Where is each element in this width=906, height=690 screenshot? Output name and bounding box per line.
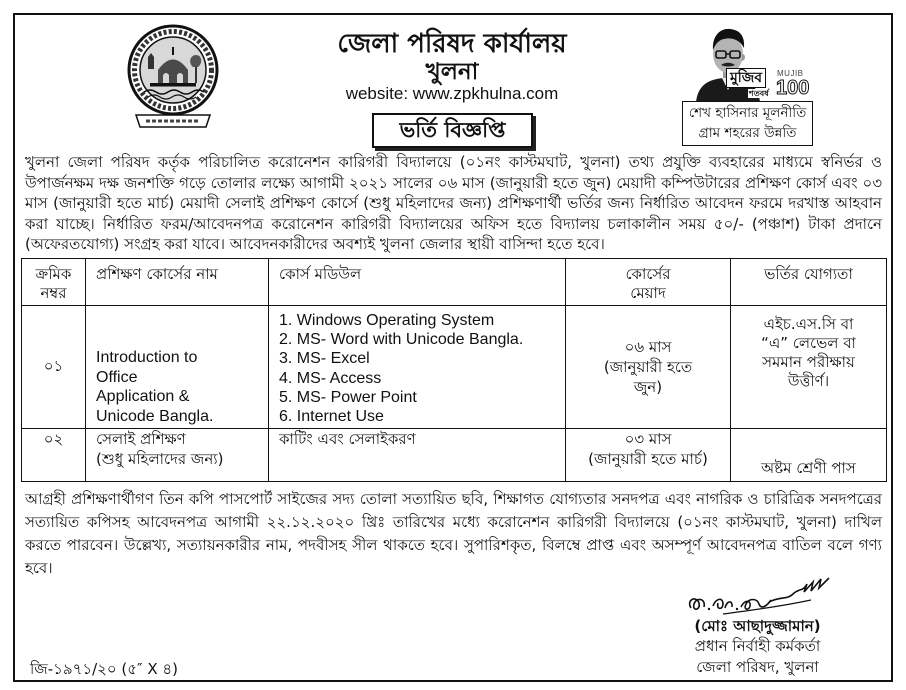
header-line: ক্রমিক xyxy=(35,265,72,283)
course-name-cell xyxy=(86,306,269,429)
eligibility-line: সমমান পরীক্ষায় xyxy=(762,353,855,371)
signature-block xyxy=(675,570,840,680)
header-eligibility xyxy=(731,259,887,306)
module-cell xyxy=(269,429,566,482)
notice-title-box: ভর্তি বিজ্ঞপ্তি xyxy=(372,113,533,148)
header-duration xyxy=(566,259,731,306)
eligibility-line: অষ্টম শ্রেণী পাস xyxy=(761,459,856,477)
reference-code: জি-১৯৭১/২০ (৫″ X ৪) xyxy=(30,660,178,678)
mujib-logo-bangla-sub: শতবর্ষ xyxy=(749,89,769,98)
closing-paragraph: আগ্রহী প্রশিক্ষণার্থীগণ তিন কপি পাসপোর্ট সাইজের সদ্য তোলা সত্যায়িত ছবি, শিক্ষাগত যোগ্যতার সনদপত্র এবং নাগরিক ও চারিত্রিক সনদপত্রের সত্যায়িত কপিসহ আবেদনপত্র আগামী ২২.১২.২০২০ খ্রিঃ তারিখের মধ্যে করোনেশন কারিগরী বিদ্যালয়ে (০১নং কাস্টমঘাট, খুলনা) দাখিল করতে পারবেন। উল্লেখ্য, সত্যায়নকারীর নাম, পদবীসহ সীল থাকতে হবে। সুপারিশকৃত, বিলম্বে প্রাপ্ত এবং অসম্পূর্ণ আবেদনপত্র বাতিল বলে গণ্য হবে। xyxy=(25,490,882,577)
module-item: 1. Windows Operating System xyxy=(279,312,495,329)
table-row xyxy=(22,306,887,429)
course-name-line: Office xyxy=(96,368,138,386)
notice-content xyxy=(21,152,886,580)
module-item: 5. MS- Power Point xyxy=(279,388,417,406)
website-text: website: www.zpkhulna.com xyxy=(345,84,559,103)
eligibility-cell xyxy=(731,429,887,482)
duration-line: (জানুয়ারী হতে মার্চ) xyxy=(588,450,708,468)
header-module xyxy=(269,259,566,306)
table-row xyxy=(22,429,887,482)
table-header-row xyxy=(22,259,887,306)
title-block xyxy=(305,15,599,110)
slogan-box xyxy=(682,101,813,146)
duration-cell xyxy=(566,306,731,429)
slogan-line: শেখ হাসিনার মূলনীতি xyxy=(688,105,807,121)
intro-paragraph: খুলনা জেলা পরিষদ কর্তৃক পরিচালিত করোনেশন কারিগরী বিদ্যালয়ে (০১নং কাস্টমঘাট, খুলনা) তথ্য প্রযুক্তি ব্যবহারের মাধ্যমে স্বনির্ভর ও উপার্জনক্ষম দক্ষ জনশক্তি গড়ে তোলার লক্ষ্যে আগামী ২০২১ সালের ০৬ মাস (জানুয়ারী হতে জুন) মেয়াদী কম্পিউটারের প্রশিক্ষণ কোর্স এবং ০৩ মাস (জানুয়ারী হতে মার্চ) মেয়াদী সেলাই প্রশিক্ষণ কোর্সে (শুধু মহিলাদের জন্য) প্রশিক্ষণার্থী ভর্তির জন্য নির্ধারিত আবেদন ফরমে দরখাস্ত আহবান করা যাচ্ছে। নির্ধারিত ফরম/আবেদনপত্র করোনেশন কারিগরী বিদ্যালয়ের অফিস হতে বিদ্যালয় চলাকালীন সময় ৫০/- (পঞ্চাশ) টাকা প্রদানে (অফেরতযোগ্য) সংগ্রহ করা যাবে। আবেদনকারীদের অবশ্যই খুলনা জেলার স্থায়ী বাসিন্দা হতে হবে। xyxy=(25,153,882,254)
serial-cell: ০২ xyxy=(22,429,86,482)
eligibility-cell xyxy=(731,306,887,429)
district-name: খুলনা xyxy=(425,59,479,85)
header-line: ভর্তির যোগ্যতা xyxy=(764,265,853,283)
course-name-cell xyxy=(86,429,269,482)
module-item: কাটিং এবং সেলাইকরণ xyxy=(279,430,416,448)
course-name-line: (শুধু মহিলাদের জন্য) xyxy=(96,450,224,468)
header-line: কোর্স মডিউল xyxy=(279,265,362,283)
duration-cell xyxy=(566,429,731,482)
duration-line: ০৬ মাস xyxy=(624,338,672,356)
course-name-line: সেলাই প্রশিক্ষণ xyxy=(96,430,186,448)
serial-cell: ০১ xyxy=(22,306,86,429)
slogan-line: গ্রাম শহরের উন্নতি xyxy=(698,125,797,141)
signatory-designation: প্রধান নির্বাহী কর্মকর্তা xyxy=(694,637,821,655)
zila-parishad-seal-icon xyxy=(126,23,220,135)
signatory-office: জেলা পরিষদ, খুলনা xyxy=(696,658,819,676)
duration-line: জুন) xyxy=(633,378,663,396)
header-serial xyxy=(22,259,86,306)
office-title: জেলা পরিষদ কার্যালয় xyxy=(337,29,567,59)
module-item: 6. Internet Use xyxy=(279,408,384,426)
duration-line: (জানুয়ারী হতে xyxy=(603,358,693,376)
signatory-name: (মোঃ আছাদুজ্জামান) xyxy=(694,617,821,635)
header-line: মেয়াদ xyxy=(630,284,666,302)
course-name-line: Application & xyxy=(96,388,190,405)
mujib-logo-bangla: মুজিব xyxy=(726,68,766,88)
course-name-line: Unicode Bangla. xyxy=(96,407,214,425)
header-line: প্রশিক্ষণ কোর্সের নাম xyxy=(96,265,218,283)
module-item: 4. MS- Access xyxy=(279,369,382,387)
module-cell xyxy=(269,306,566,429)
course-name-line: Introduction to xyxy=(96,349,198,366)
handwritten-signature xyxy=(683,570,833,616)
mujib-logo-number: 100 xyxy=(776,77,810,99)
header-course-name xyxy=(86,259,269,306)
eligibility-line: উত্তীর্ণ। xyxy=(787,372,830,390)
eligibility-line: “এ” লেভেল বা xyxy=(761,334,856,352)
module-item: 3. MS- Excel xyxy=(279,350,370,368)
header-line: নম্বর xyxy=(40,284,67,302)
module-item: 2. MS- Word with Unicode Bangla. xyxy=(279,331,524,349)
notice-frame xyxy=(13,13,893,682)
course-table xyxy=(21,258,887,482)
eligibility-line: এইচ.এস.সি বা xyxy=(763,315,854,333)
header-line: কোর্সের xyxy=(625,265,671,283)
mujib-logo-english: MUJIB xyxy=(777,69,804,78)
duration-line: ০৩ মাস xyxy=(624,430,672,448)
